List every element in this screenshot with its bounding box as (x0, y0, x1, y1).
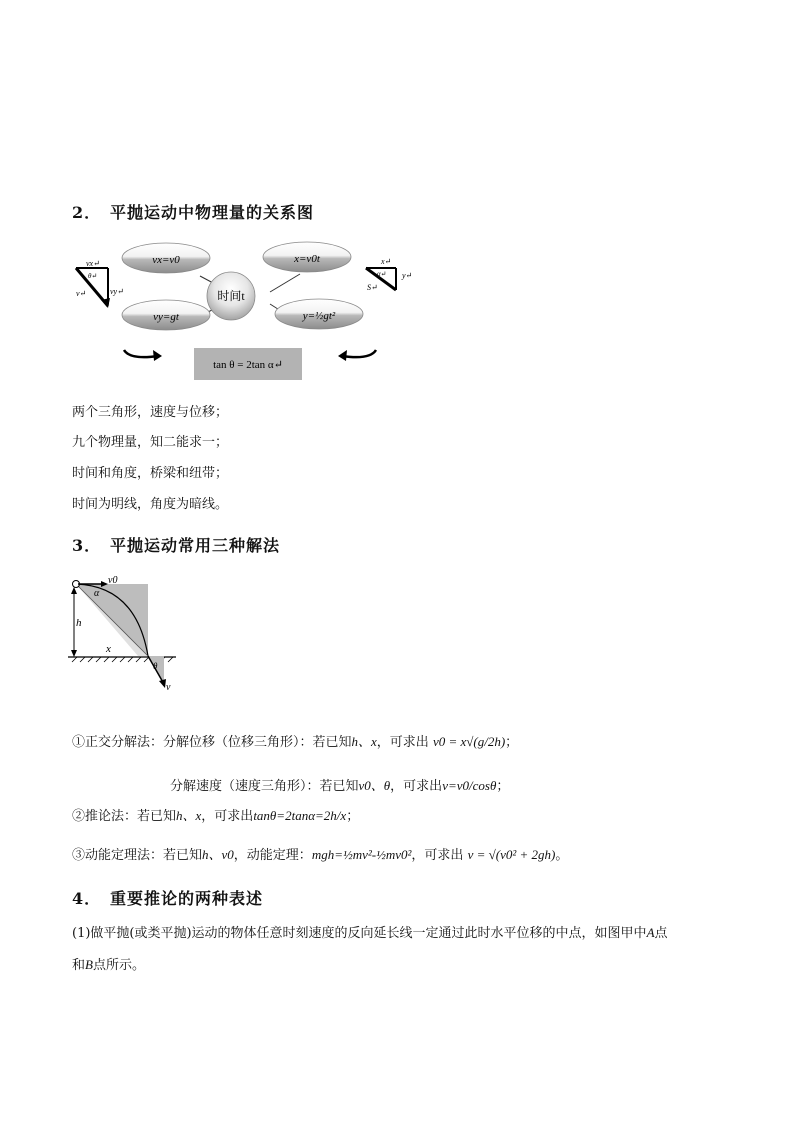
method-1b-mid: ，可求出 (390, 779, 443, 794)
center-bubble-label: 时间t (217, 289, 245, 303)
method-3-result: v = √(v0² + 2gh) (467, 847, 556, 862)
label-v0: v0 (108, 575, 118, 586)
method-2-vars: h、x (176, 808, 202, 823)
method-1-formula: v0 = x√(g/2h) (432, 734, 506, 749)
relation-diagram (70, 236, 413, 384)
bubble-x-label: x=v0t (294, 253, 320, 265)
label-x: x (106, 643, 111, 655)
method-3-mid2: ，可求出 (411, 848, 464, 863)
left-tri-v: v↵ (76, 289, 87, 298)
v-arrow-head (159, 679, 166, 688)
left-arrow-head (153, 350, 162, 361)
method-2-formula: tanθ=2tanα=2h/x (253, 808, 347, 823)
section-3-heading (72, 533, 280, 556)
right-tri-s: S↵ (367, 283, 378, 292)
right-arrow-head (338, 350, 347, 361)
label-alpha: α (94, 588, 100, 599)
left-curved-arrow (124, 350, 158, 357)
method-1b-line (170, 776, 509, 797)
section-4-line-1 (72, 923, 668, 944)
left-tri-theta: θ↵ (88, 272, 98, 280)
bubble-vx-label: vx=v0 (152, 254, 180, 266)
section-title: 平抛运动常用三种解法 (110, 536, 281, 555)
method-3-mid: ，动能定理： (233, 848, 312, 863)
method-1b-formula: v=v0/cosθ (442, 778, 497, 793)
method-1-end: ； (505, 735, 519, 750)
method-3-vars: h、v0 (202, 847, 234, 862)
method-2-prefix: ②推论法：若已知 (72, 809, 177, 824)
method-1b-prefix: 分解速度（速度三角形）：若已知 (170, 779, 359, 794)
method-1-vars: h、x (351, 734, 377, 749)
right-tri-x: x↵ (381, 257, 392, 266)
section-4-line-1-end: 点 (654, 926, 668, 941)
label-v: v (166, 682, 171, 693)
method-3-formula: mgh=½mv²-½mv0² (311, 847, 412, 862)
point-a-label: A (646, 925, 655, 940)
section-4-heading (72, 886, 263, 909)
bubble-vy-label: vy=gt (153, 311, 179, 323)
method-1b-vars: v0、θ (358, 778, 391, 793)
projectile-figure (66, 574, 186, 694)
method-2-end: ； (346, 809, 360, 824)
section-number: 4． (72, 889, 102, 908)
section-4-line-2 (72, 955, 145, 976)
text-line: 两个三角形，速度与位移； (72, 405, 229, 420)
method-1-line (72, 732, 518, 753)
method-1-mid: ，可求出 (376, 735, 429, 750)
connector-line (270, 274, 300, 292)
text-line: 九个物理量，知二能求一； (72, 435, 229, 450)
section-2-heading (72, 200, 314, 223)
right-tri-alpha: α↵ (377, 270, 387, 278)
h-arrow-bottom (71, 650, 77, 657)
formula-box-text: tan θ = 2tan α↵ (213, 359, 283, 371)
section-title: 重要推论的两种表述 (110, 889, 264, 908)
method-3-line (72, 845, 568, 866)
method-2-mid: ，可求出 (201, 809, 254, 824)
method-2-line (72, 806, 359, 827)
section-number: 3． (72, 536, 102, 555)
text-line: 时间和角度，桥梁和纽带； (72, 466, 229, 481)
bubble-y-label: y=½gt² (302, 310, 336, 322)
h-arrow-top (71, 587, 77, 594)
right-curved-arrow (342, 350, 376, 357)
section-4-line-2-end: 点所示。 (92, 958, 145, 973)
right-tri-y: y↵ (402, 271, 413, 280)
section-4-line-1-text: (1)做平抛(或类平抛)运动的物体任意时刻速度的反向延长线一定通过此时水平位移的中点，如图甲中 (72, 926, 647, 941)
method-1-prefix: ①正交分解法：分解位移（位移三角形）：若已知 (72, 735, 352, 750)
method-3-prefix: ③动能定理法：若已知 (72, 848, 203, 863)
method-3-end: 。 (555, 848, 569, 863)
point-b-label: B (85, 957, 93, 972)
method-1b-end: ； (496, 779, 510, 794)
left-tri-vy: vy↵ (110, 287, 124, 296)
section-number: 2． (72, 203, 102, 222)
label-h: h (76, 617, 82, 629)
section-title: 平抛运动中物理量的关系图 (110, 203, 315, 222)
text-line: 时间为明线，角度为暗线。 (72, 497, 229, 512)
label-theta: θ (153, 661, 158, 671)
section-4-line-2-prefix: 和 (72, 958, 86, 973)
left-tri-vx: vx↵ (86, 259, 100, 268)
